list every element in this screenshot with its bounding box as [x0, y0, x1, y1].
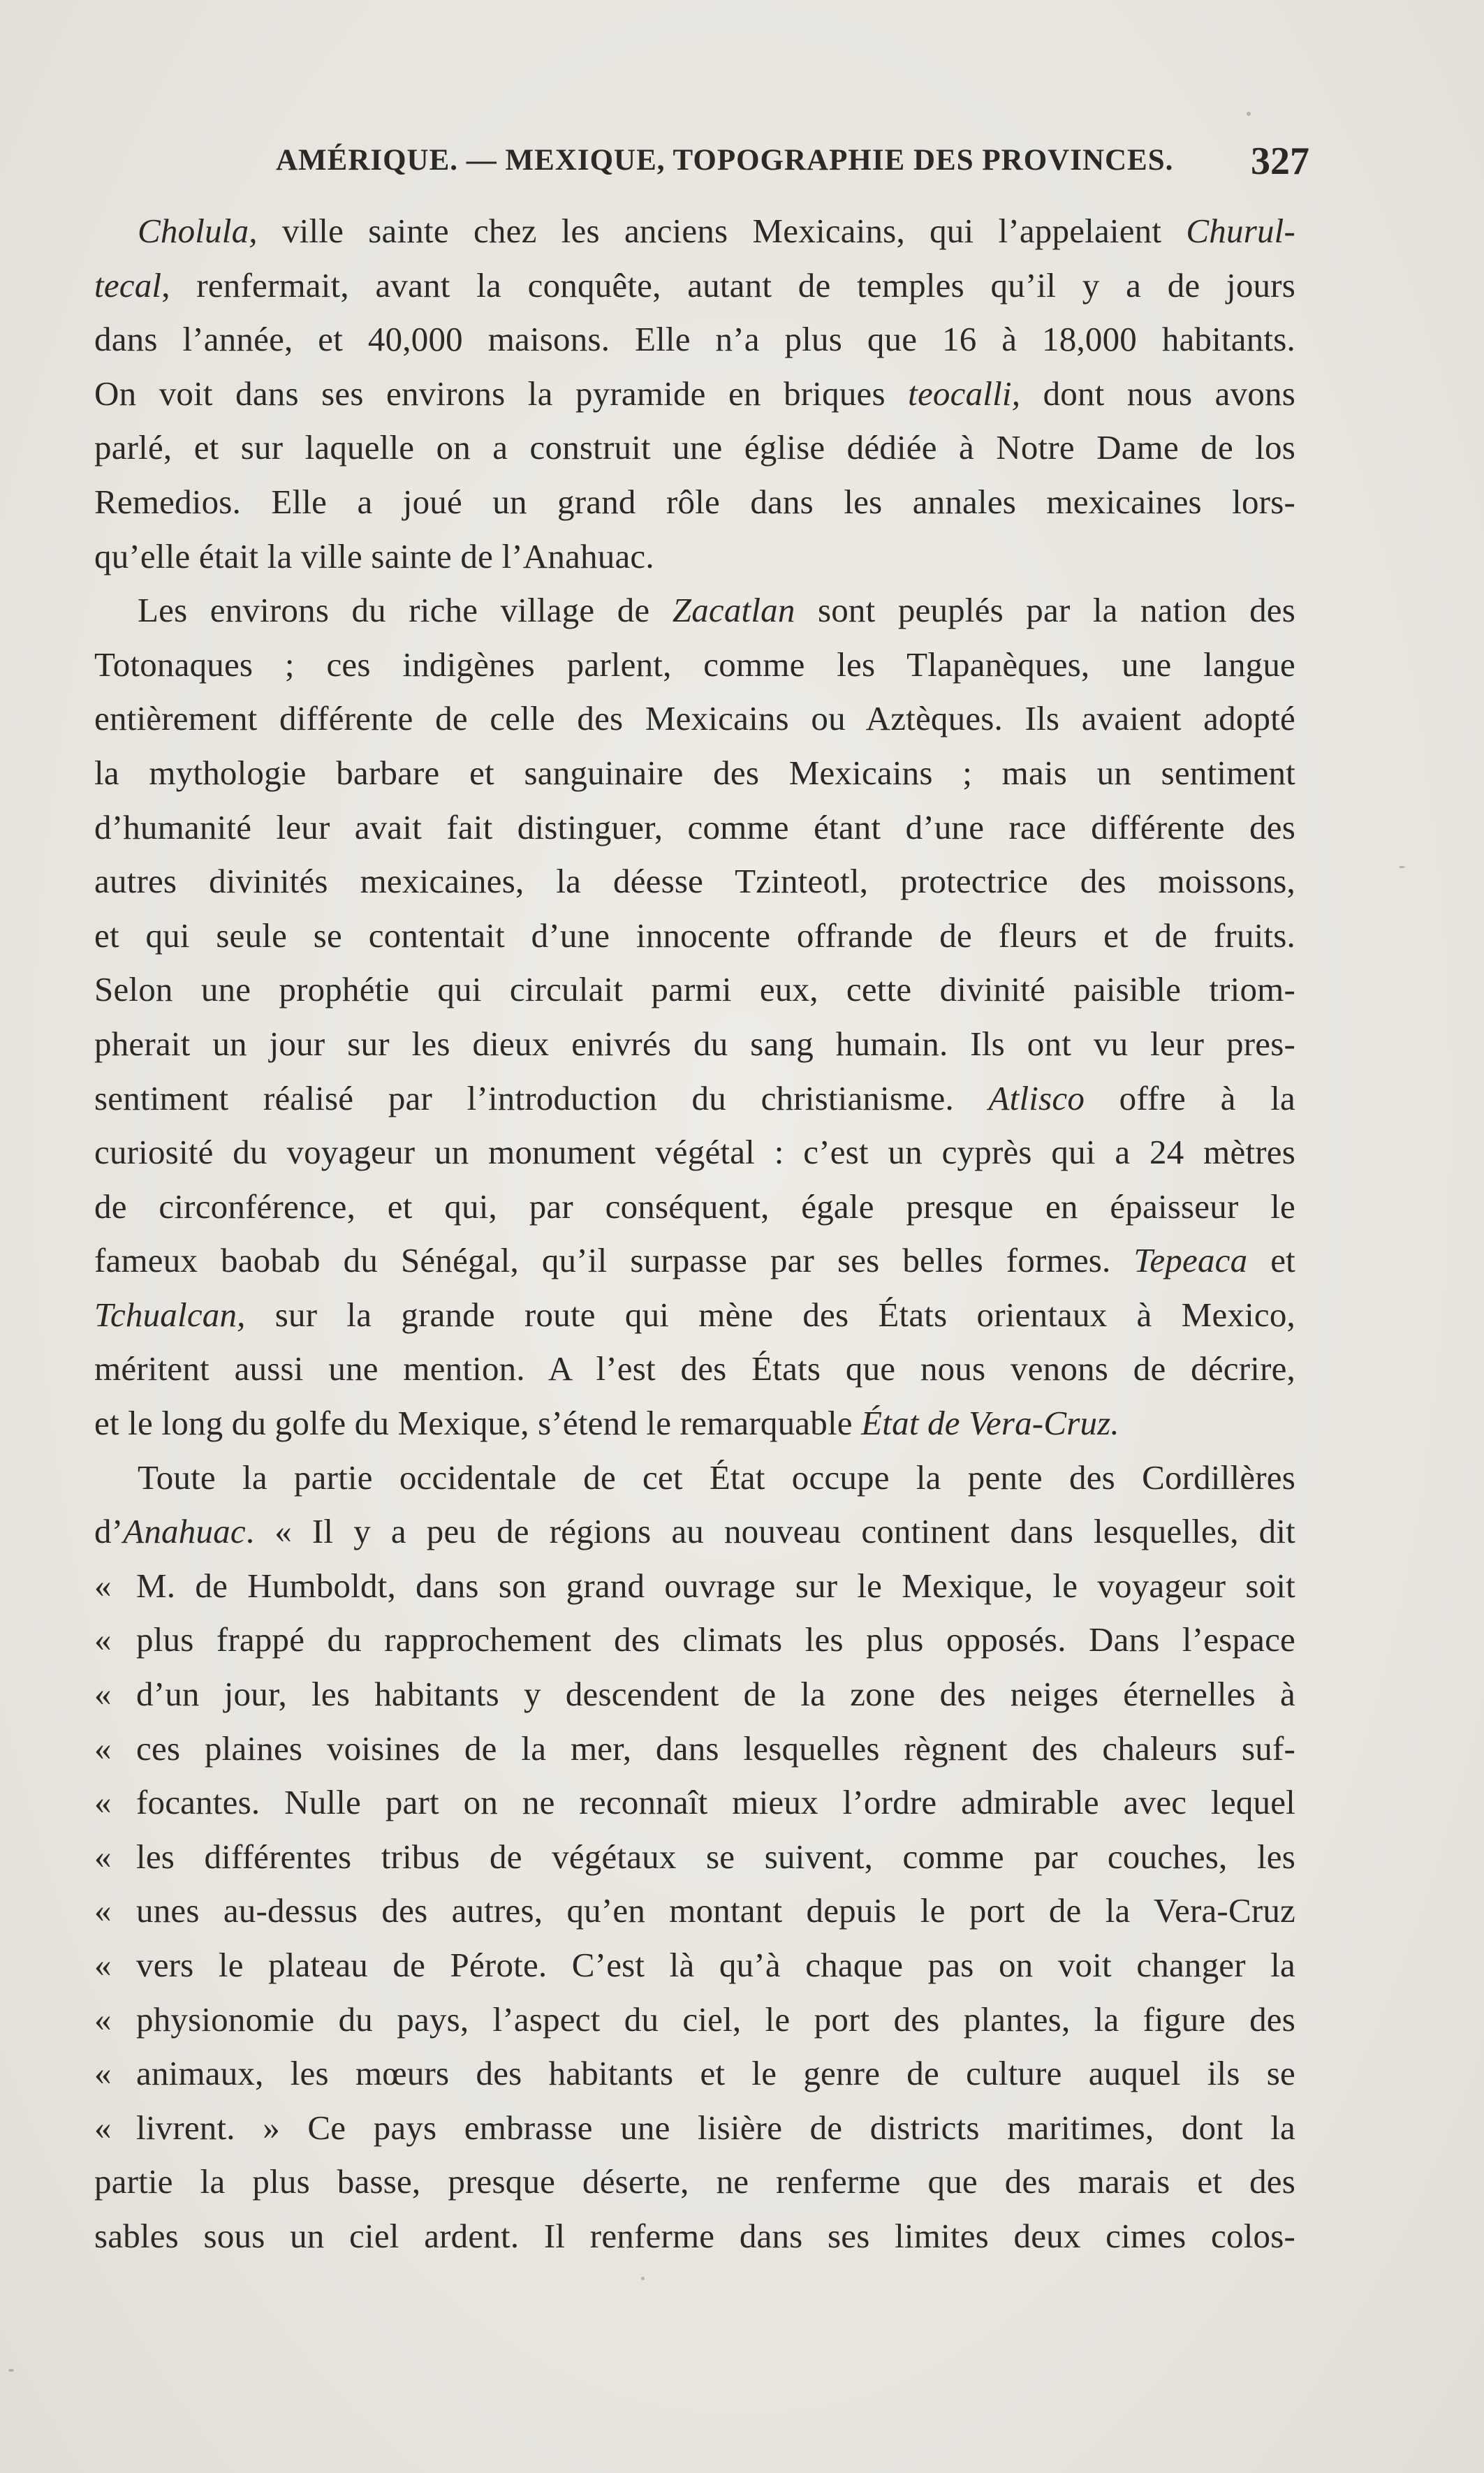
- quote-line: « physionomie du pays, l’aspect du ciel, le port des plantes, la figure des: [94, 1999, 1295, 2039]
- place-name: tecal: [94, 265, 162, 304]
- running-head: AMÉRIQUE. — MEXIQUE, TOPOGRAPHIE DES PROVINCES.: [276, 144, 1174, 177]
- text-line: dans l’année, et 40,000 maisons. Elle n’a plus que 16 à 18,000 habitants.: [94, 320, 1295, 359]
- text-line: fameux baobab du Sénégal, qu’il surpasse par ses belles formes. Tepeaca et: [94, 1241, 1295, 1280]
- text-line: qu’elle était la ville sainte de l’Anahuac.: [94, 536, 654, 575]
- text-line: curiosité du voyageur un monument végétal : c’est un cyprès qui a 24 mètres: [94, 1133, 1295, 1172]
- text-line: et qui seule se contentait d’une innocente offrande de fleurs et de fruits.: [94, 916, 1295, 955]
- text-line: partie la plus basse, presque déserte, ne renferme que des marais et des: [94, 2162, 1295, 2201]
- text-line: et le long du golfe du Mexique, s’étend le remarquable État de Vera-Cruz.: [94, 1404, 1119, 1443]
- quote-line: « les différentes tribus de végétaux se suivent, comme par couches, les: [94, 1837, 1295, 1876]
- place-name: État de Vera-Cruz.: [861, 1404, 1119, 1443]
- quote-line: « unes au-dessus des autres, qu’en montant depuis le port de la Vera-Cruz: [94, 1891, 1295, 1930]
- text-line: entièrement différente de celle des Mexicains ou Aztèques. Ils avaient adopté: [94, 699, 1295, 738]
- quote-line: « d’un jour, les habitants y descendent de la zone des neiges éternelles à: [94, 1675, 1295, 1714]
- text-line: sentiment réalisé par l’introduction du christianisme. Atlisco offre à la: [94, 1078, 1295, 1117]
- quote-line: « focantes. Nulle part on ne reconnaît mieux l’ordre admirable avec lequel: [94, 1783, 1295, 1822]
- text-line: Toute la partie occidentale de cet État occupe la pente des Cordillères: [138, 1458, 1295, 1497]
- text-line: pherait un jour sur les dieux enivrés du sang humain. Ils ont vu leur pres-: [94, 1024, 1295, 1063]
- paper-speck: [1247, 112, 1251, 116]
- body-text: [94, 204, 1295, 2263]
- quote-line: « plus frappé du rapprochement des climats les plus opposés. Dans l’espace: [94, 1620, 1295, 1659]
- paper-speck: [641, 2277, 645, 2280]
- quote-line: « ces plaines voisines de la mer, dans lesquelles règnent des chaleurs suf-: [94, 1729, 1295, 1768]
- place-name: Atlisco: [988, 1078, 1085, 1117]
- text-line: sables sous un ciel ardent. Il renferme dans ses limites deux cimes colos-: [94, 2216, 1295, 2255]
- text-line: Tchualcan, sur la grande route qui mène des États orientaux à Mexico,: [94, 1295, 1295, 1334]
- place-name: Cholula,: [138, 212, 258, 250]
- page-number: 327: [1251, 140, 1309, 183]
- quote-line: « vers le plateau de Pérote. C’est là qu’à chaque pas on voit changer la: [94, 1946, 1295, 1984]
- page-header: [276, 140, 1309, 192]
- text-line: méritent aussi une mention. A l’est des États que nous venons de décrire,: [94, 1349, 1295, 1388]
- text-line: parlé, et sur laquelle on a construit une église dédiée à Notre Dame de los: [94, 428, 1295, 467]
- place-name: Anahuac: [123, 1512, 246, 1551]
- text-line: Cholula, ville sainte chez les anciens Mexicains, qui l’appelaient Churul-: [138, 212, 1295, 250]
- text-line: d’Anahuac. « Il y a peu de régions au nouveau continent dans lesquelles, dit: [94, 1512, 1295, 1551]
- quote-line: « animaux, les mœurs des habitants et le genre de culture auquel ils se: [94, 2054, 1295, 2093]
- term: teocalli,: [908, 374, 1021, 413]
- place-name: Tepeaca: [1133, 1241, 1248, 1280]
- text-line: Remedios. Elle a joué un grand rôle dans les annales mexicaines lors-: [94, 482, 1295, 521]
- text-line: Les environs du riche village de Zacatlan sont peuplés par la nation des: [138, 591, 1295, 630]
- text-line: On voit dans ses environs la pyramide en briques teocalli, dont nous avons: [94, 374, 1295, 413]
- paper-speck: [8, 2369, 14, 2372]
- quote-line: « M. de Humboldt, dans son grand ouvrage sur le Mexique, le voyageur soit: [94, 1566, 1295, 1605]
- place-name: Tchualcan,: [94, 1295, 246, 1334]
- quote-line: « livrent. » Ce pays embrasse une lisière de districts maritimes, dont la: [94, 2108, 1295, 2147]
- text-line: de circonférence, et qui, par conséquent, égale presque en épaisseur le: [94, 1187, 1295, 1226]
- text-line: Selon une prophétie qui circulait parmi eux, cette divinité paisible triom-: [94, 970, 1295, 1009]
- place-name: Churul-: [1186, 212, 1295, 250]
- paper-speck: [1399, 866, 1405, 868]
- text-line: d’humanité leur avait fait distinguer, comme étant d’une race différente des: [94, 807, 1295, 846]
- text-line: la mythologie barbare et sanguinaire des Mexicains ; mais un sentiment: [94, 753, 1295, 792]
- text-line: Totonaques ; ces indigènes parlent, comme les Tlapanèques, une langue: [94, 645, 1295, 684]
- place-name: Zacatlan: [672, 591, 795, 630]
- text-line: tecal, renfermait, avant la conquête, autant de temples qu’il y a de jours: [94, 265, 1295, 304]
- text-line: autres divinités mexicaines, la déesse Tzinteotl, protectrice des moissons,: [94, 862, 1295, 901]
